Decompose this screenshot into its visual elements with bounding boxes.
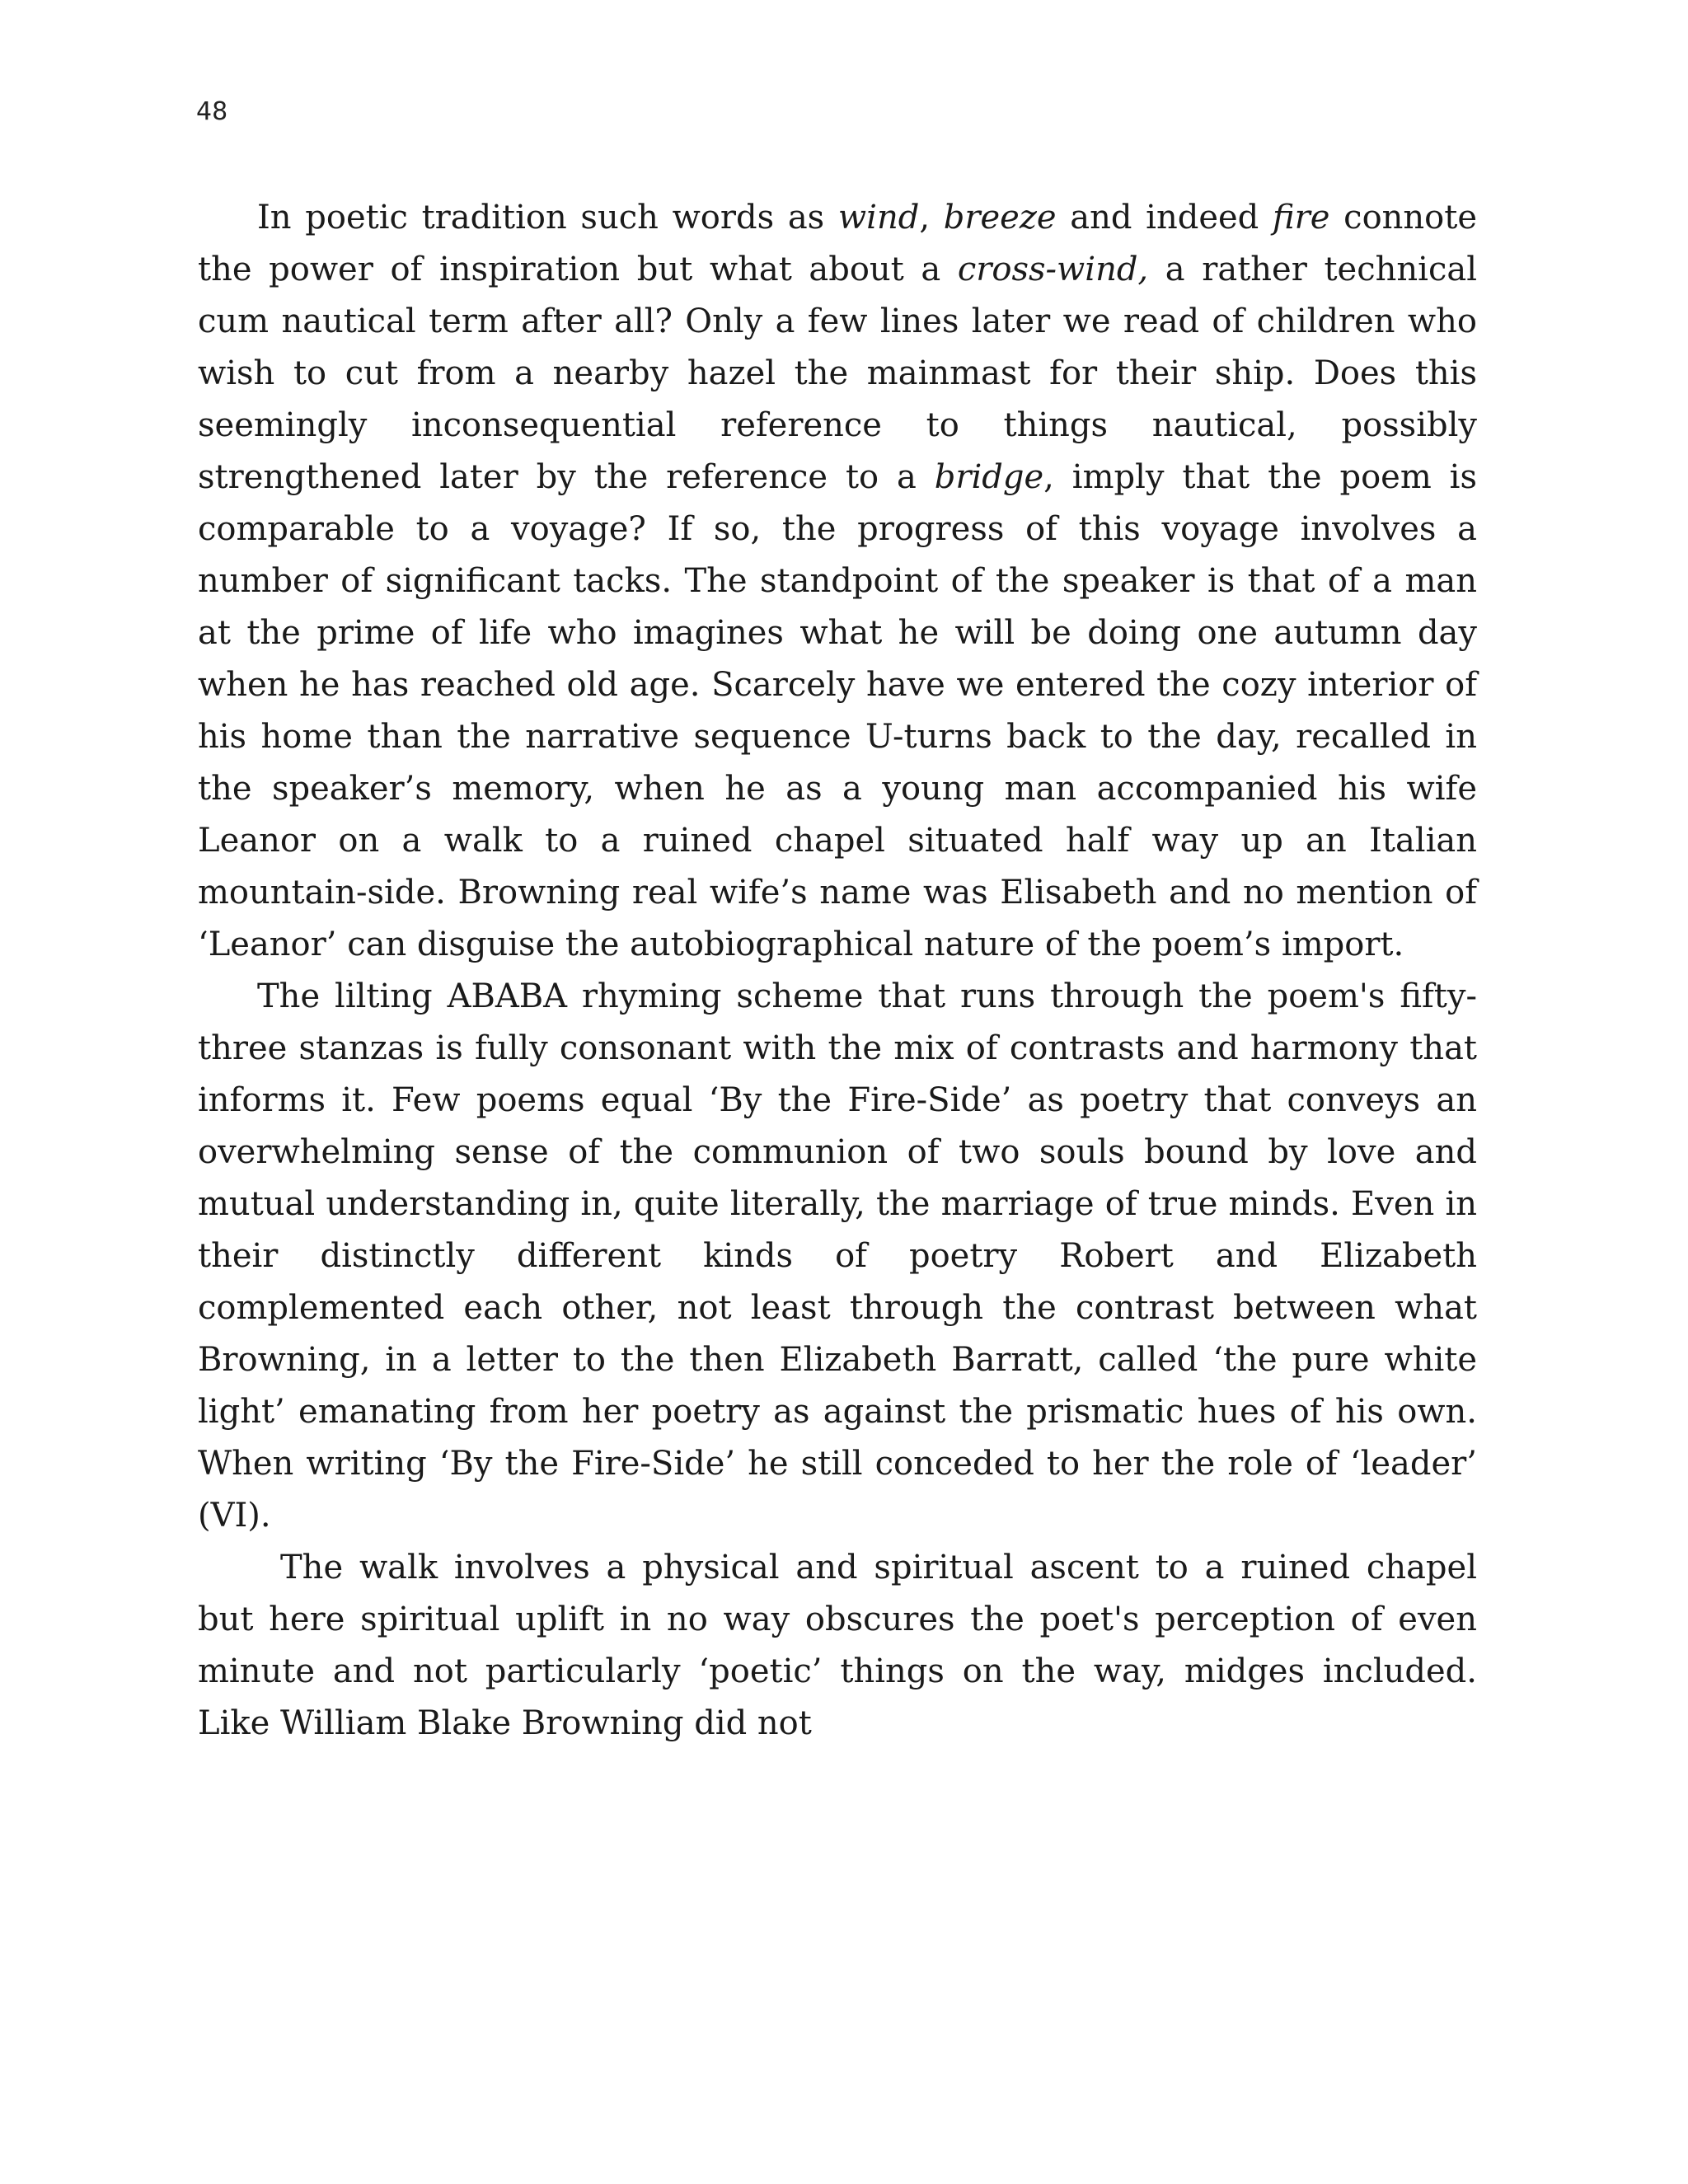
italic-text-run: breeze (943, 199, 1057, 237)
italic-text-run: bridge (934, 458, 1044, 496)
italic-text-run: fire (1272, 199, 1330, 237)
text-run: The walk involves a physical and spiritual ascent to a ruined chapel but here spiritual uplift in no way obscures the poet's perception of even minute and not particularly ‘poetic’ things on the way, midges included. Like William Blake Browning did not (198, 1549, 1477, 1742)
text-run: In poetic tradition such words as (257, 199, 838, 237)
paragraph (198, 192, 1477, 971)
text-run: connote the power of inspiration but what about a (198, 199, 1477, 288)
text-run: and indeed (1056, 199, 1273, 237)
italic-text-run: cross-wind, (957, 251, 1149, 288)
paragraph (198, 971, 1477, 1542)
text-run: , (919, 199, 944, 237)
text-run: The lilting ABABA rhyming scheme that runs through the poem's fifty-three stanzas is fully consonant with the mix of contrasts and harmony that informs it. Few poems equal ‘By the Fire-Side’ as poetry that conveys an overwhelming sense of the communion of two souls bound by love and mutual understanding in, quite literally, the marriage of true minds. Even in their distinctly different kinds of poetry Robert and Elizabeth complemented each other, not least through the contrast between what Browning, in a letter to the then Elizabeth Barratt, called ‘the pure white light’ emanating from her poetry as against the prismatic hues of his own. When writing ‘By the Fire-Side’ he still conceded to her the role of ‘leader’ (VI). (198, 977, 1477, 1535)
body-text (198, 192, 1477, 1750)
paragraph (198, 1542, 1477, 1750)
text-run: a rather technical cum nautical term after all? Only a few lines later we read of children who wish to cut from a nearby hazel the mainmast for their ship. Does this seemingly inconsequential reference to things nautical, possibly strengthened later by the reference to a (198, 251, 1477, 496)
page-number: 48 (196, 97, 228, 126)
text-run: , imply that the poem is comparable to a voyage? If so, the progress of this voyage involves a number of significant tacks. The standpoint of the speaker is that of a man at the prime of life who imagines what he will be doing one autumn day when he has reached old age. Scarcely have we entered the cozy interior of his home than the narrative sequence U-turns back to the day, recalled in the speaker’s memory, when he as a young man accompanied his wife Leanor on a walk to a ruined chapel situated half way up an Italian mountain-side. Browning real wife’s name was Elisabeth and no mention of ‘Leanor’ can disguise the autobiographical nature of the poem’s import. (198, 458, 1477, 963)
italic-text-run: wind (837, 199, 920, 237)
